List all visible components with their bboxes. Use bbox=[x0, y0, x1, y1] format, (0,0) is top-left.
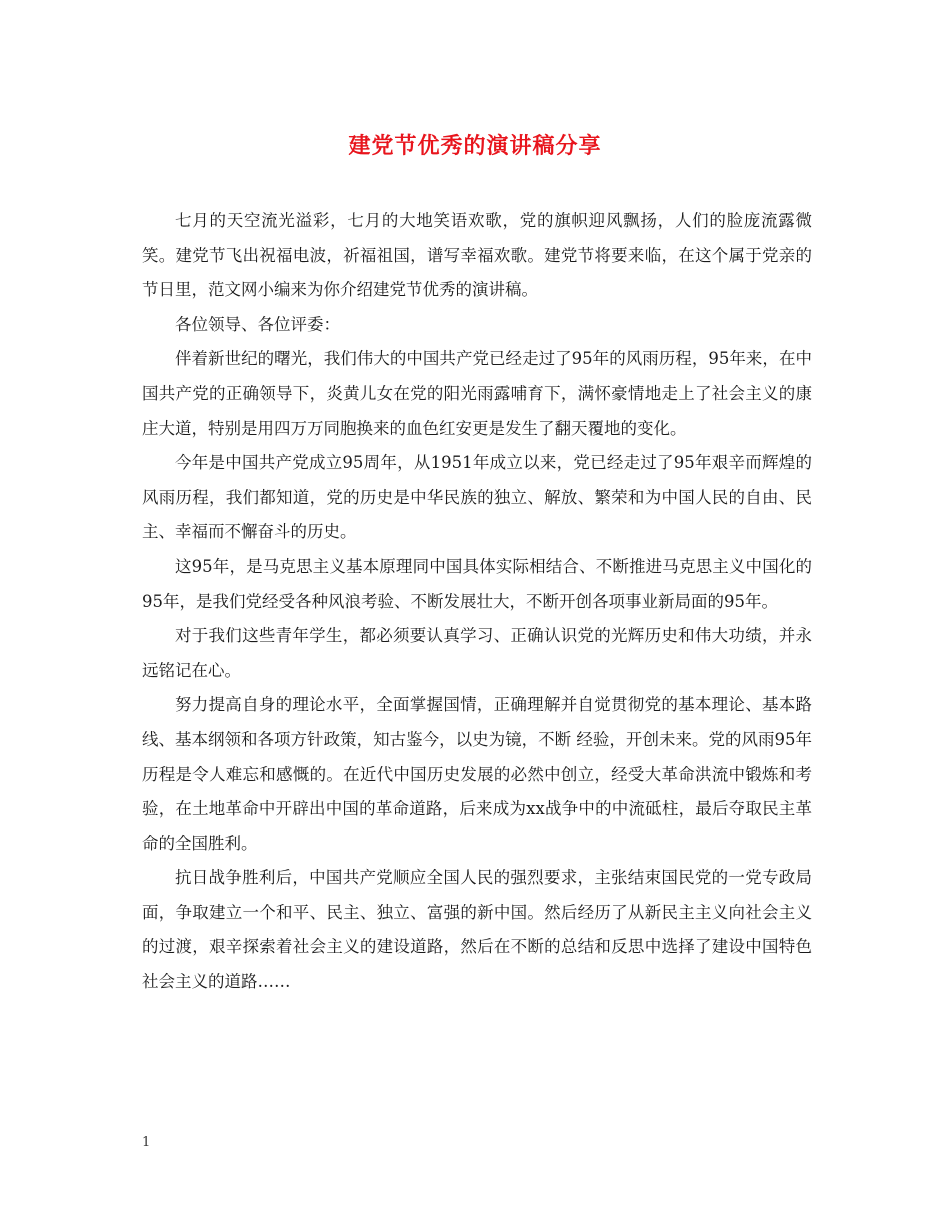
page-number: 1 bbox=[142, 1135, 151, 1150]
paragraph: 今年是中国共产党成立95周年，从1951年成立以来，党已经走过了95年艰辛而辉煌的风雨历程，我们都知道，党的历史是中华民族的独立、解放、繁荣和为中国人民的自由、民主、幸福而不懈奋斗的历史。 bbox=[142, 453, 812, 542]
paragraph: 各位领导、各位评委： bbox=[175, 314, 340, 334]
paragraph: 对于我们这些青年学生，都必须要认真学习、正确认识党的光辉历史和伟大功绩，并永远铭记在心。 bbox=[142, 626, 812, 680]
document-title: 建党节优秀的演讲稿分享 bbox=[348, 133, 602, 159]
paragraph: 抗日战争胜利后，中国共产党顺应全国人民的强烈要求，主张结束国民党的一党专政局面，争取建立一个和平、民主、独立、富强的新中国。然后经历了从新民主主义向社会主义的过渡，艰辛探索着社会主义的建设道路，然后在不断的总结和反思中选择了建设中国特色社会主义的道路…… bbox=[142, 868, 812, 992]
document-body bbox=[142, 204, 812, 1000]
paragraph: 伴着新世纪的曙光，我们伟大的中国共产党已经走过了95年的风雨历程，95年来，在中国共产党的正确领导下，炎黄儿女在党的阳光雨露哺育下，满怀豪情地走上了社会主义的康庄大道，特别是用四万万同胞换来的血色红安更是发生了翻天覆地的变化。 bbox=[142, 349, 812, 438]
paragraph: 努力提高自身的理论水平，全面掌握国情，正确理解并自觉贯彻党的基本理论、基本路线、基本纲领和各项方针政策，知古鉴今，以史为镜，不断 经验，开创未来。党的风雨95年历程是令人难忘和感慨的。在近代中国历史发展的必然中创立，经受大革命洪流中锻炼和考验，在土地革命中开辟出中国的革命道路，后来成为xx战争中的中流砥柱，最后夺取民主革命的全国胜利。 bbox=[142, 695, 812, 853]
paragraph: 这95年，是马克思主义基本原理同中国具体实际相结合、不断推进马克思主义中国化的95年，是我们党经受各种风浪考验、不断发展壮大，不断开创各项事业新局面的95年。 bbox=[142, 556, 812, 611]
paragraph: 七月的天空流光溢彩，七月的大地笑语欢歌，党的旗帜迎风飘扬，人们的脸庞流露微笑。建党节飞出祝福电波，祈福祖国，谱写幸福欢歌。建党节将要来临，在这个属于党亲的节日里，范文网小编来为你介绍建党节优秀的演讲稿。 bbox=[142, 211, 812, 300]
